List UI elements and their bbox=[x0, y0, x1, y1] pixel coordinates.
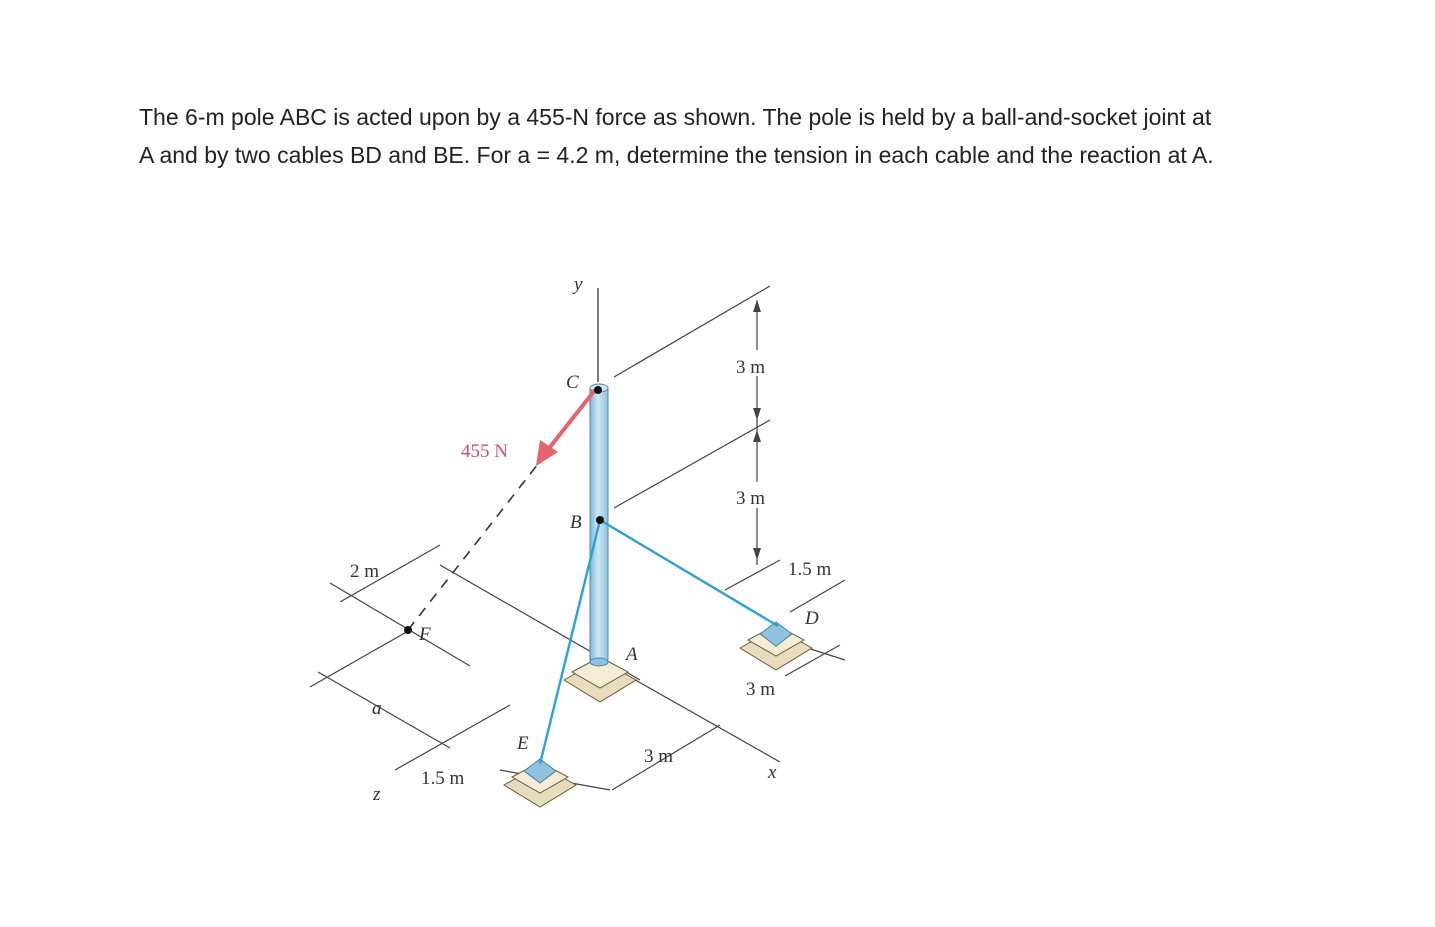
label-B: B bbox=[570, 512, 582, 533]
point-B-marker bbox=[596, 516, 604, 524]
dim-d-offset: 1.5 m bbox=[788, 559, 832, 580]
dim-arrow bbox=[753, 548, 761, 560]
label-C: C bbox=[566, 372, 579, 393]
cable-BD bbox=[600, 520, 778, 626]
point-C-marker bbox=[594, 386, 602, 394]
label-E: E bbox=[517, 733, 529, 754]
force-label: 455 N bbox=[461, 441, 508, 462]
dim-d-along-x: 3 m bbox=[746, 679, 776, 700]
dim-arrow bbox=[753, 300, 761, 312]
ground-line-a-dim bbox=[318, 672, 450, 748]
label-F: F bbox=[419, 624, 431, 645]
dim-f-offset: 2 m bbox=[350, 561, 380, 582]
ground-line-f bbox=[310, 630, 410, 687]
force-arrow-455N bbox=[536, 390, 595, 466]
dim-lower-pole: 3 m bbox=[736, 488, 766, 509]
problem-line-1: The 6-m pole ABC is acted upon by a 455-N force as shown. The pole is held by a ball-and-socket joint at bbox=[139, 104, 1212, 130]
dim-arrow bbox=[753, 430, 761, 442]
dim-e-offset: 1.5 m bbox=[421, 768, 465, 789]
x-axis-label: x bbox=[768, 762, 777, 783]
y-axis-label: y bbox=[574, 274, 583, 295]
force-line-of-action bbox=[408, 455, 545, 630]
problem-line-2: A and by two cables BD and BE. For a = 4.2 m, determine the tension in each cable and the reaction at A. bbox=[139, 142, 1214, 168]
dim-e-along-x: 3 m bbox=[644, 746, 674, 767]
dim-a: a bbox=[372, 698, 382, 719]
support-D bbox=[740, 622, 812, 670]
support-E bbox=[504, 759, 576, 807]
guide-line-ground bbox=[725, 560, 780, 590]
label-A: A bbox=[626, 644, 638, 665]
ground-line-e-row bbox=[395, 705, 510, 770]
z-axis-label: z bbox=[373, 784, 381, 805]
dim-upper-pole: 3 m bbox=[736, 357, 766, 378]
label-D: D bbox=[805, 608, 819, 629]
dim-arrow bbox=[753, 408, 761, 420]
point-F-marker bbox=[404, 626, 412, 634]
